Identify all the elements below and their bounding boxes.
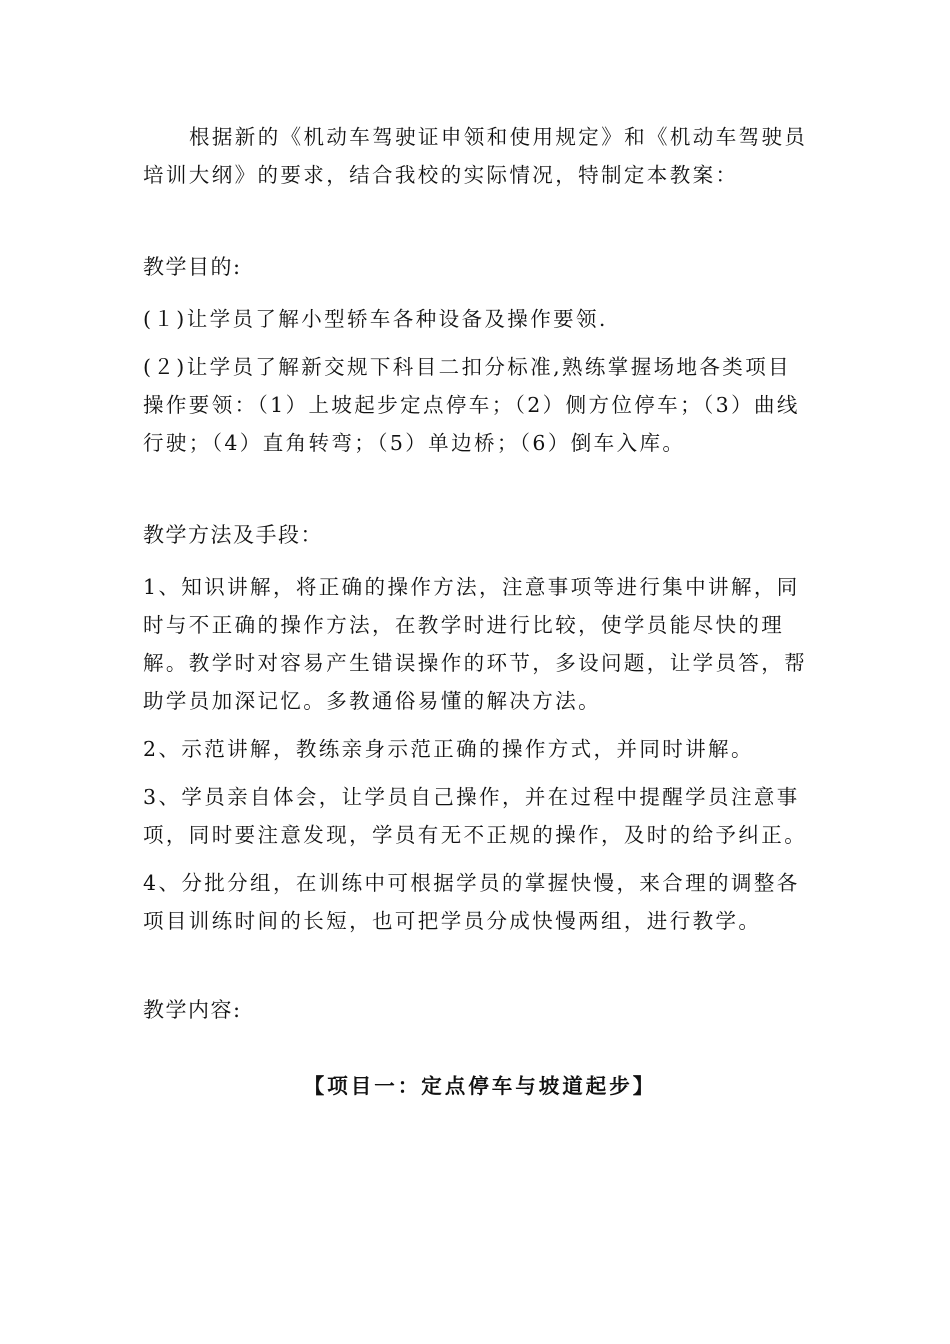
method-item: 1、知识讲解，将正确的操作方法，注意事项等进行集中讲解，同时与不正确的操作方法，在教学时进行比较，使学员能尽快的理解。教学时对容易产生错误操作的环节，多设问题，让学员答，帮助学员加深记忆。多教通俗易懂的解决方法。 [143,575,808,713]
objective-item: (１)让学员了解小型轿车各种设备及操作要领. [143,307,608,331]
method-item: 2、示范讲解，教练亲身示范正确的操作方式，并同时讲解。 [143,737,754,761]
content-heading: 教学内容: [143,998,242,1022]
project-title: 【项目一：定点停车与坡道起步】 [303,1074,657,1098]
objective-item: (２)让学员了解新交规下科目二扣分标准,熟练掌握场地各类项目操作要领：（1）上坡起步定点停车；（2）侧方位停车；（3）曲线行驶；（4）直角转弯；（5）单边桥；（6）倒车入库。 [143,355,800,455]
document-body [143,118,809,1105]
method-item: 4、分批分组，在训练中可根据学员的掌握快慢，来合理的调整各项目训练时间的长短，也可把学员分成快慢两组，进行教学。 [143,871,800,933]
objectives-heading: 教学目的: [143,255,242,279]
method-item: 3、学员亲自体会，让学员自己操作，并在过程中提醒学员注意事项，同时要注意发现，学员有无不正规的操作，及时的给予纠正。 [143,785,808,847]
intro-paragraph: 根据新的《机动车驾驶证申领和使用规定》和《机动车驾驶员培训大纲》的要求，结合我校的实际情况，特制定本教案： [143,125,808,187]
methods-heading: 教学方法及手段： [143,523,323,547]
